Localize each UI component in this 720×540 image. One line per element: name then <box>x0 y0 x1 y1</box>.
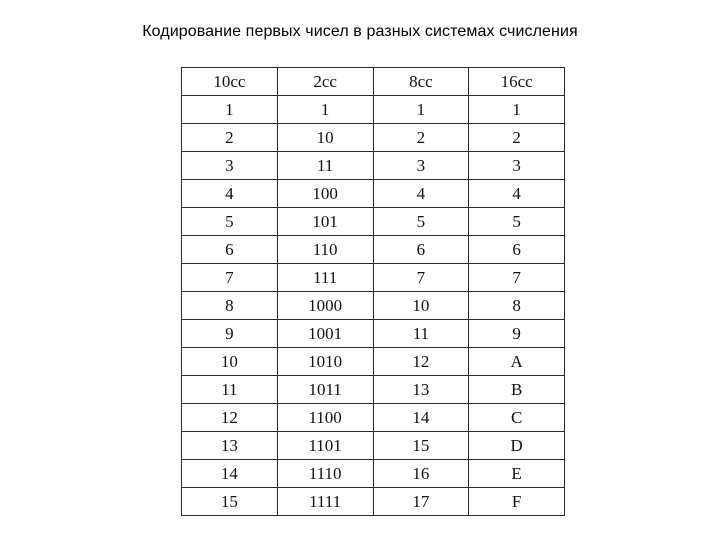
table-row <box>182 96 565 124</box>
cell-octal: 13 <box>373 376 469 404</box>
cell-decimal: 7 <box>182 264 278 292</box>
cell-binary: 100 <box>277 180 373 208</box>
cell-binary: 111 <box>277 264 373 292</box>
cell-hexadecimal: 8 <box>469 292 565 320</box>
cell-octal: 4 <box>373 180 469 208</box>
cell-binary: 110 <box>277 236 373 264</box>
table-row <box>182 488 565 516</box>
cell-octal: 2 <box>373 124 469 152</box>
cell-decimal: 8 <box>182 292 278 320</box>
cell-hexadecimal: 7 <box>469 264 565 292</box>
cell-decimal: 15 <box>182 488 278 516</box>
number-systems-table-image <box>178 64 568 511</box>
cell-hexadecimal: 9 <box>469 320 565 348</box>
cell-hexadecimal: 2 <box>469 124 565 152</box>
table-row <box>182 432 565 460</box>
cell-octal: 14 <box>373 404 469 432</box>
table-row <box>182 208 565 236</box>
table-row <box>182 180 565 208</box>
cell-decimal: 9 <box>182 320 278 348</box>
cell-hexadecimal: 4 <box>469 180 565 208</box>
cell-binary: 1011 <box>277 376 373 404</box>
cell-octal: 11 <box>373 320 469 348</box>
cell-binary: 1100 <box>277 404 373 432</box>
cell-octal: 16 <box>373 460 469 488</box>
cell-binary: 1000 <box>277 292 373 320</box>
cell-decimal: 5 <box>182 208 278 236</box>
cell-binary: 1 <box>277 96 373 124</box>
table-row <box>182 348 565 376</box>
cell-octal: 3 <box>373 152 469 180</box>
table-row <box>182 460 565 488</box>
cell-octal: 12 <box>373 348 469 376</box>
table-row <box>182 236 565 264</box>
header-octal: 8cc <box>373 68 469 96</box>
cell-decimal: 4 <box>182 180 278 208</box>
cell-decimal: 6 <box>182 236 278 264</box>
cell-decimal: 11 <box>182 376 278 404</box>
header-binary: 2cc <box>277 68 373 96</box>
cell-decimal: 12 <box>182 404 278 432</box>
cell-decimal: 3 <box>182 152 278 180</box>
table-row <box>182 152 565 180</box>
cell-hexadecimal: D <box>469 432 565 460</box>
cell-hexadecimal: 3 <box>469 152 565 180</box>
cell-octal: 1 <box>373 96 469 124</box>
table-body <box>182 96 565 516</box>
cell-decimal: 14 <box>182 460 278 488</box>
cell-decimal: 1 <box>182 96 278 124</box>
cell-hexadecimal: 1 <box>469 96 565 124</box>
table-row <box>182 376 565 404</box>
table-row <box>182 292 565 320</box>
cell-binary: 10 <box>277 124 373 152</box>
table-row <box>182 124 565 152</box>
cell-binary: 11 <box>277 152 373 180</box>
cell-hexadecimal: C <box>469 404 565 432</box>
header-decimal: 10cc <box>182 68 278 96</box>
cell-binary: 1101 <box>277 432 373 460</box>
table-row <box>182 264 565 292</box>
table-header-row <box>182 68 565 96</box>
cell-hexadecimal: 6 <box>469 236 565 264</box>
header-hexadecimal: 16cc <box>469 68 565 96</box>
cell-hexadecimal: B <box>469 376 565 404</box>
cell-binary: 1110 <box>277 460 373 488</box>
cell-binary: 1001 <box>277 320 373 348</box>
cell-binary: 1111 <box>277 488 373 516</box>
cell-octal: 15 <box>373 432 469 460</box>
slide-title: Кодирование первых чисел в разных системах счисления <box>142 23 578 40</box>
table-row <box>182 404 565 432</box>
number-systems-table <box>181 67 565 516</box>
cell-octal: 5 <box>373 208 469 236</box>
cell-octal: 17 <box>373 488 469 516</box>
cell-hexadecimal: A <box>469 348 565 376</box>
cell-octal: 6 <box>373 236 469 264</box>
cell-binary: 1010 <box>277 348 373 376</box>
cell-hexadecimal: F <box>469 488 565 516</box>
cell-octal: 7 <box>373 264 469 292</box>
table-row <box>182 320 565 348</box>
cell-decimal: 10 <box>182 348 278 376</box>
cell-hexadecimal: E <box>469 460 565 488</box>
cell-decimal: 2 <box>182 124 278 152</box>
cell-hexadecimal: 5 <box>469 208 565 236</box>
cell-decimal: 13 <box>182 432 278 460</box>
cell-octal: 10 <box>373 292 469 320</box>
cell-binary: 101 <box>277 208 373 236</box>
